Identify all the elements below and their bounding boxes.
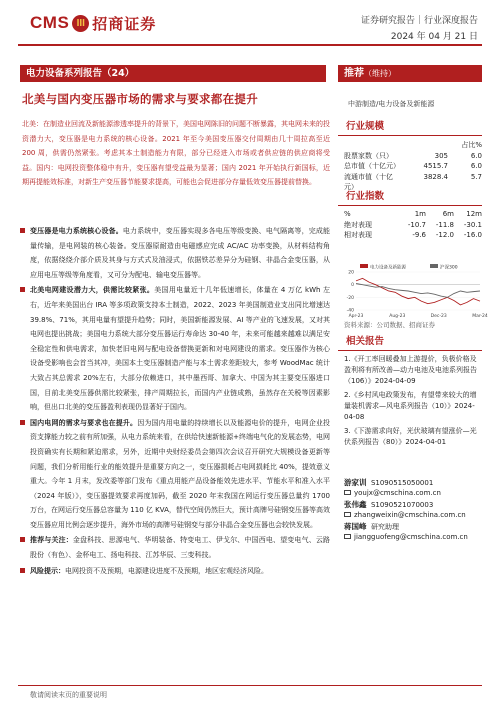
pct-header: 占比% <box>461 141 482 149</box>
analyst-name: 游家训 <box>344 478 367 487</box>
x-tick-label: Dec-23 <box>430 314 447 319</box>
index-performance-chart <box>340 262 488 322</box>
analyst-id: S1090515050001 <box>370 479 434 487</box>
industry-scale-table <box>344 140 482 193</box>
analyst-id: 研究助理 <box>370 523 399 531</box>
x-tick-label: Apr-23 <box>348 314 364 319</box>
performance-table <box>344 209 482 241</box>
table-row: 股票家数（只） 305 6.0 <box>344 151 482 160</box>
related-report-item[interactable]: 2.《乡村风电政策发布，有望带来较大的增量装机需求—风电系列报告（10）》2024-04-08 <box>344 391 477 421</box>
email-icon <box>344 512 351 517</box>
report-title: 北美与国内变压器市场的需求与要求都在提升 <box>22 92 258 106</box>
bullet-icon <box>20 228 25 233</box>
abstract: 北美：在制造业回流及新能源渗透率提升的背景下，美国电网陈旧的问题不断暴露，其电网未来的投资潜力大，变压器是电力系统的核心设备。2021 年至今美国变压器交付周期由几十周拉高至近 200 周，供需仍然紧张。考虑其本土制造能力有限，部分已经进入市场或者供应链的供应商将受益。国内：电网投资整体稳中有升，变压器有望受益最为显著；国内 2021 年开始执行新国标，近期再提能效标准，对新生产变压器节能要求提高，可能也会促进部分存量低效变压器提前替换。 <box>22 120 330 187</box>
bullet-icon <box>20 568 25 573</box>
logo-chinese-name: 招商证券 <box>92 14 157 33</box>
industry-label: 中游制造/电力设备及新能源 <box>348 100 435 108</box>
analyst-id: S1090521070003 <box>370 501 434 509</box>
table-row: 相对表现 -9.6 -12.0 -16.0 <box>344 231 482 239</box>
analyst-block <box>344 522 468 542</box>
table-row: 绝对表现 -10.7 -11.8 -30.1 <box>344 220 482 229</box>
email-icon <box>344 490 351 495</box>
legend-swatch <box>430 264 438 268</box>
company-logo <box>30 12 156 34</box>
analyst-email[interactable]: zhangweixin@cmschina.com.cn <box>354 510 466 519</box>
bullet-icon <box>20 420 25 425</box>
y-tick-label: -40 <box>346 308 354 314</box>
section-related-reports: 相关报告 <box>338 335 482 351</box>
report-type: 证券研究报告｜行业深度报告 <box>360 16 478 26</box>
y-tick-label: 0 <box>351 283 354 289</box>
analyst-email[interactable]: jiangguofeng@cmschina.com.cn <box>354 532 468 541</box>
related-report-item[interactable]: 1.《开工率回暖叠加上游提价，负极价格及盈利将有所改善—动力电池及电池系列报告（106）》2024-04-09 <box>344 355 477 385</box>
footer-divider <box>18 685 482 686</box>
paragraph-risk: 风险提示：电网投资不及预期，电源建设进度不及预期，地区宏观经济风险。 <box>20 564 330 579</box>
table-row: 总市值（十亿元） 4515.7 6.0 <box>344 162 482 170</box>
report-date: 2024 年 04 月 21 日 <box>390 32 478 42</box>
y-tick-label: 20 <box>348 270 354 276</box>
report-body <box>20 224 330 579</box>
table-row: 流通市值（十亿元） 3828.4 5.7 <box>344 172 482 191</box>
header-divider <box>18 44 482 46</box>
footer-disclaimer: 敬请阅读末页的重要说明 <box>30 691 107 699</box>
rating-note: （维持） <box>364 69 396 78</box>
analyst-email[interactable]: youjx@cmschina.com.cn <box>354 488 441 497</box>
logo-cms-text: CMS <box>30 13 70 32</box>
bullet-icon <box>20 287 25 292</box>
analyst-name: 蒋国峰 <box>344 522 367 531</box>
paragraph-recommendation: 推荐与关注：金盘科技、思源电气、华明装备、特变电工、伊戈尔、中国西电、望变电气、云路股份（有色）、金杯电工、扬电科技、江苏华辰、三变科技。 <box>20 533 330 562</box>
related-report-item[interactable]: 3.《下游需求向好，光伏玻璃有望涨价—光伏系列报告（80）》2024-04-01 <box>344 427 477 446</box>
analyst-block <box>344 500 466 520</box>
analyst-name: 张伟鑫 <box>344 500 367 509</box>
analyst-block <box>344 478 441 498</box>
email-icon <box>344 534 351 539</box>
section-industry-index: 行业指数 <box>338 190 482 206</box>
bullet-icon <box>20 537 25 542</box>
logo-badge-icon: III <box>72 15 89 32</box>
rating-label: 推荐 <box>344 68 364 79</box>
legend-label: 沪深300 <box>440 265 458 271</box>
y-tick-label: -20 <box>346 295 354 301</box>
x-tick-label: Mar-24 <box>472 314 488 319</box>
series-title-bar: 电力设备系列报告（24） <box>20 65 326 82</box>
chart-source: 资料来源：公司数据、招商证券 <box>344 321 435 329</box>
series-line <box>356 283 480 297</box>
paragraph-core-equipment: 变压器是电力系统核心设备。电力系统中，变压器实现多各电压等级变换、电气隔离等，完成能量传输，是电网装的核心装备。变压器原耐造由电磁感应完成 AC/AC 功率变换，从材料结构角度，依据绕绕介部介质及其身与方式式及油浸式，依据铁芯差异分为硅钢、非晶合金变压器，从应用电压等级等角度看，又可分为配电、输电变压器等。 <box>20 224 330 282</box>
legend-swatch <box>360 264 368 268</box>
paragraph-north-america: 北美电网建设潜力大，供需比较紧张。美国用电量近十几年低速增长，体量在 4 万亿 kWh 左右，近年来美国出台 IRA 等多项政策支持本土制造，2022、2023 年美国制造业支出同比增速达 39.8%、71%，其用电量有望提升趋势；同时，美国新能源发展、AI 等产业的飞速发展，又对其电网也提出挑战；美国电力系统大部分变压器运行寿命达 30-40 年，未来可能越来越难以满足安全稳定性和供电需求，加快老旧电网与配电设备替换更新和对电网建设的需求。变压器作为核心设备受影响也会首当其冲，美国本土变压器制造产能与本土需求差距较大，参考 WoodMac 统计大致占其总需求 20%左右，大部分依赖进口，其中墨西哥、加拿大、中国为其主要变压器进口国，目前北美变压器供需比较紧张，排产周期拉长，而国内产业链成熟，虽然存在关税等因素影响，但出口北美的变压器盈利表现仍显著好于国内。 <box>20 283 330 414</box>
paragraph-domestic: 国内电网的需求与要求也在提升。因为国内用电量的持续增长以及能源电价的提升，电网企业投资支撑能力较之前有所加强，从电力系统来看，在供给快速新能源+终端电气化的发展态势，电网投资确实有长期和紧迫需求，另外，近期中央财经委员会第四次会议召开研究大规模设备更新等问题，我们分析用能行业的能效提升是重要方向之一，变压器损耗占电网损耗比 40%，提效意义重大。今年 1 月末，发改委等部门发布《重点用能产品设备能效先进水平、节能水平和准入水平（2024 年版）》，变压器提效要求再度加码，截至 2020 年末我国在网运行变压器总量约 1700 万台，在网运行变压器总容量为 110 亿 KVA，替代空间仍然巨大，预计高牌号硅钢变压器等高效变压器应用比例会逐步提升，海外市场的高牌号硅钢变与部分非晶合金变压器也会较快发展。 <box>20 416 330 533</box>
table-header-row: % 1m 6m 12m <box>344 210 482 218</box>
rating-bar <box>338 65 482 82</box>
x-tick-label: Aug-23 <box>389 314 406 319</box>
legend-label: 电力设备及新能源 <box>370 265 406 271</box>
section-industry-scale: 行业规模 <box>338 120 482 136</box>
